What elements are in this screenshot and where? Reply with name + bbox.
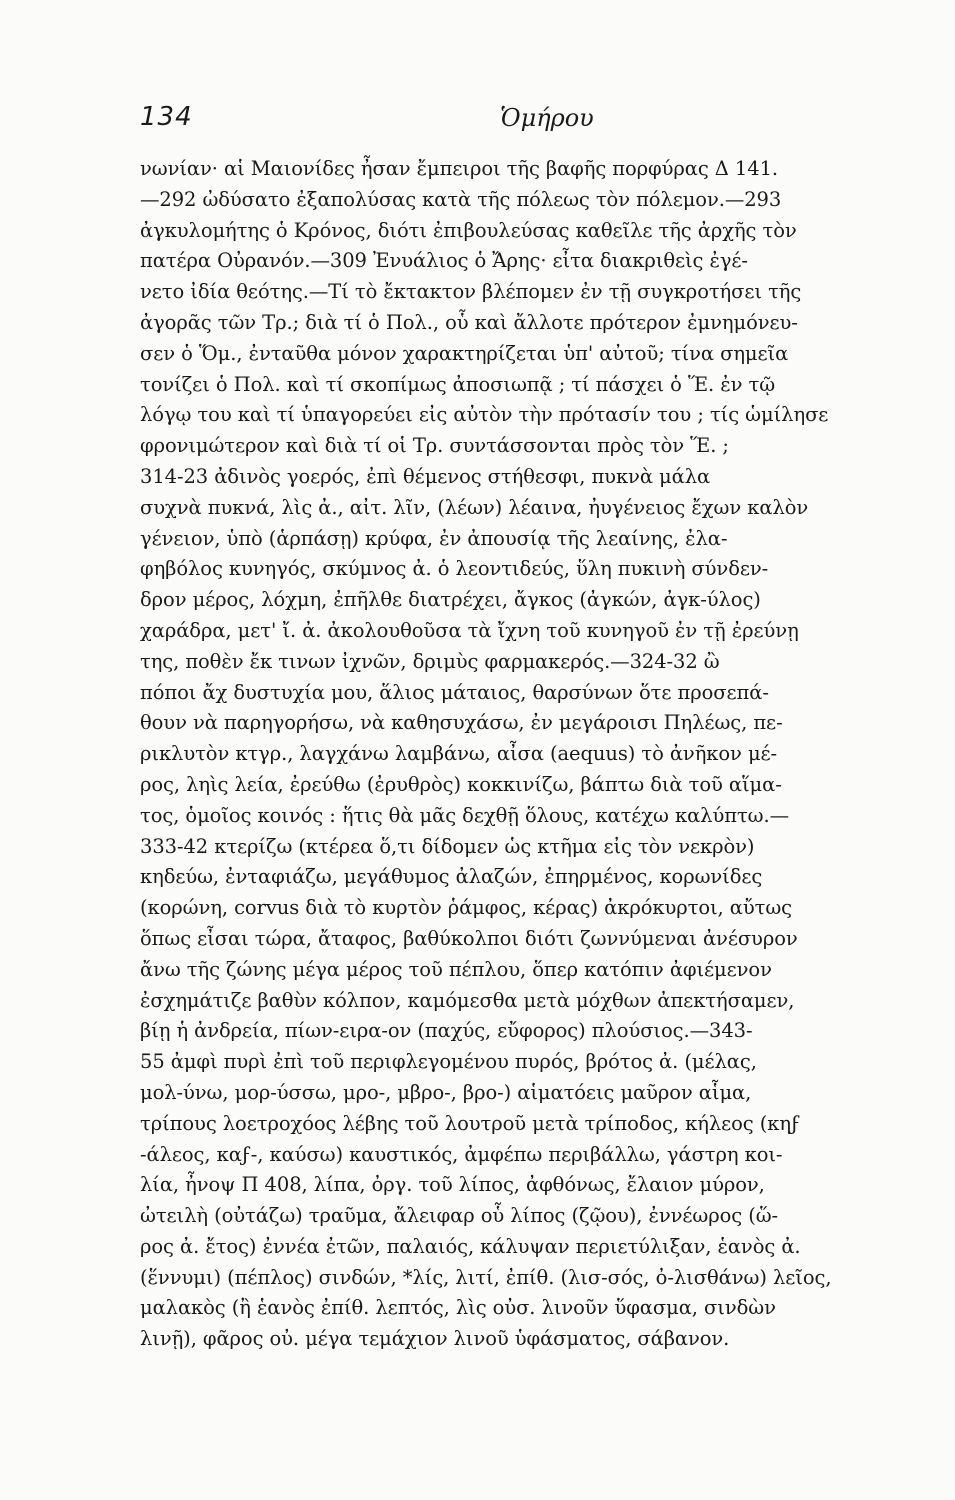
commentary-text: [140, 154, 900, 1355]
text-line: 55 ἀμφὶ πυρὶ ἐπὶ τοῦ περιφλεγομένου πυρός, βρότος ἀ. (μέλας,: [140, 1050, 757, 1074]
text-line: νωνίαν· αἱ Μαιονίδες ἦσαν ἔμπειροι τῆς βαφῆς πορφύρας Δ 141.: [140, 157, 779, 180]
text-line: 333-42 κτερίζω (κτέρεα ὅ,τι δίδομεν ὡς κτῆμα εἰς τὸν νεκρὸν): [140, 834, 755, 858]
text-line: πόποι ἄχ δυστυχία μου, ἅλιος μάταιος, θαρσύνων ὅτε προσεπά-: [140, 680, 769, 704]
text-line: ἄνω τῆς ζώνης μέγα μέρος τοῦ πέπλου, ὅπερ κατόπιν ἀφιέμενον: [140, 957, 772, 981]
text-line: γένειον, ὑπὸ (ἁρπάσῃ) κρύφα, ἐν ἀπουσίᾳ τῆς λεαίνης, ἐλα-: [140, 526, 728, 550]
text-line: ὅπως εἶσαι τώρα, ἄταφος, βαθύκολποι διότι ζωννύμεναι ἀνέσυρον: [140, 926, 798, 950]
text-line: συχνὰ πυκνά, λὶς ἀ., αἰτ. λῖν, (λέων) λέαινα, ἠυγένειος ἔχων καλὸν: [140, 495, 809, 519]
text-line: (κορώνη, corvus διὰ τὸ κυρτὸν ῥάμφος, κέρας) ἀκρόκυρτοι, αὔτως: [140, 896, 793, 920]
text-line: —292 ὠδύσατο ἐξαπολύσας κατὰ τῆς πόλεως τὸν πόλεμον.—293: [140, 187, 782, 211]
text-line: μολ-ύνω, μορ-ύσσω, μρο-, μβρο-, βρο-) αἱματόεις μαῦρον αἷμα,: [140, 1080, 752, 1104]
text-line: πατέρα Οὐρανόν.—309 Ἐνυάλιος ὁ Ἄρης· εἶτα διακριθεὶς ἐγέ-: [140, 249, 748, 273]
text-line: βίῃ ἡ ἀνδρεία, πίων-ειρα-ον (παχύς, εὔφορος) πλούσιος.—343-: [140, 1019, 753, 1043]
text-line: μαλακὸς (ἢ ἑανὸς ἐπίθ. λεπτός, λὶς οὐσ. λινοῦν ὕφασμα, σινδὼν: [140, 1296, 776, 1320]
text-line: τονίζει ὁ Πολ. καὶ τί σκοπίμως ἀποσιωπᾷ ; τί πάσχει ὁ Ἕ. ἐν τῷ: [140, 372, 776, 396]
text-line: φρονιμώτερον καὶ διὰ τί οἱ Τρ. συντάσσονται πρὸς τὸν Ἕ. ;: [140, 434, 729, 458]
text-line: ρικλυτὸν κτγρ., λαγχάνω λαμβάνω, αἶσα (aequus) τὸ ἀνῆκον μέ-: [140, 742, 778, 766]
text-line: κηδεύω, ἐνταφιάζω, μεγάθυμος ἀλαζών, ἐπηρμένος, κορωνίδες: [140, 865, 763, 889]
page-header: [140, 102, 840, 142]
text-line: σεν ὁ Ὅμ., ἐνταῦθα μόνον χαρακτηρίζεται ὑπ' αὐτοῦ; τίνα σημεῖα: [140, 341, 789, 365]
page-number: 134: [140, 102, 193, 132]
text-line: ἀγορᾶς τῶν Τρ.; διὰ τί ὁ Πολ., οὗ καὶ ἄλλοτε πρότερον ἐμνημόνευ-: [140, 310, 798, 334]
text-line: της, ποθὲν ἔκ τινων ἰχνῶν, δριμὺς φαρμακερός.—324-32 ὢ: [140, 649, 720, 673]
text-line: 314-23 ἀδινὸς γοερός, ἐπὶ θέμενος στήθεσφι, πυκνὰ μάλα: [140, 464, 711, 488]
text-line: θουν νὰ παρηγορήσω, νὰ καθησυχάσω, ἐν μεγάροισι Πηλέως, πε-: [140, 711, 783, 735]
text-line: χαράδρα, μετ' ἴ. ἀ. ἀκολουθοῦσα τὰ ἴχνη τοῦ κυνηγοῦ ἐν τῇ ἐρεύνῃ: [140, 618, 799, 642]
text-line: τος, ὁμοῖος κοινός : ἥτις θὰ μᾶς δεχθῇ ὅλους, κατέχω καλύπτω.—: [140, 803, 790, 827]
text-line: -άλεος, καϝ-, καύσω) καυστικός, ἀμφέπω περιβάλλω, γάστρη κοι-: [140, 1142, 783, 1166]
text-line: φηβόλος κυνηγός, σκύμνος ἀ. ὁ λεοντιδεύς, ὕλη πυκινὴ σύνδεν-: [140, 557, 769, 581]
text-line: λία, ἦνοψ Π 408, λίπα, ὀργ. τοῦ λίπος, ἀφθόνως, ἔλαιον μύρον,: [140, 1173, 765, 1197]
running-head: Ὁμήρου: [500, 104, 594, 132]
text-line: (ἕννυμι) (πέπλος) σινδών, *λίς, λιτί, ἐπίθ. (λισ-σός, ὀ-λισθάνω) λεῖος,: [140, 1265, 832, 1289]
text-line: ρος, ληὶς λεία, ἐρεύθω (ἐρυθρὸς) κοκκινίζω, βάπτω διὰ τοῦ αἵμα-: [140, 772, 782, 796]
text-line: ἐσχημάτιζε βαθὺν κόλπον, καμόμεσθα μετὰ μόχθων ἀπεκτήσαμεν,: [140, 988, 795, 1012]
text-line: ρος ἀ. ἔτος) ἐννέα ἐτῶν, παλαιός, κάλυψαν περιετύλιξαν, ἑανὸς ἀ.: [140, 1234, 801, 1258]
text-line: ὠτειλὴ (οὐτάζω) τραῦμα, ἄλειφαρ οὗ λίπος (ζῷου), ἐννέωρος (ὥ-: [140, 1204, 779, 1228]
text-line: νετο ἰδία θεότης.—Τί τὸ ἔκτακτον βλέπομεν ἐν τῇ συγκροτήσει τῆς: [140, 280, 802, 304]
text-line: ἀγκυλομήτης ὁ Κρόνος, διότι ἐπιβουλεύσας καθεῖλε τῆς ἀρχῆς τὸν: [140, 218, 797, 242]
text-line: δρον μέρος, λόχμη, ἐπῆλθε διατρέχει, ἄγκος (ἀγκών, ἀγκ-ύλος): [140, 588, 761, 612]
text-line: τρίπους λοετροχόος λέβης τοῦ λουτροῦ μετὰ τρίποδος, κήλεος (κηϝ: [140, 1111, 800, 1135]
text-line: λινῇ), φᾶρος οὐ. μέγα τεμάχιον λινοῦ ὑφάσματος, σάβανον.: [140, 1327, 730, 1351]
text-line: λόγῳ του καὶ τί ὑπαγορεύει εἰς αὐτὸν τὴν πρότασίν του ; τίς ὡμίλησε: [140, 403, 829, 427]
